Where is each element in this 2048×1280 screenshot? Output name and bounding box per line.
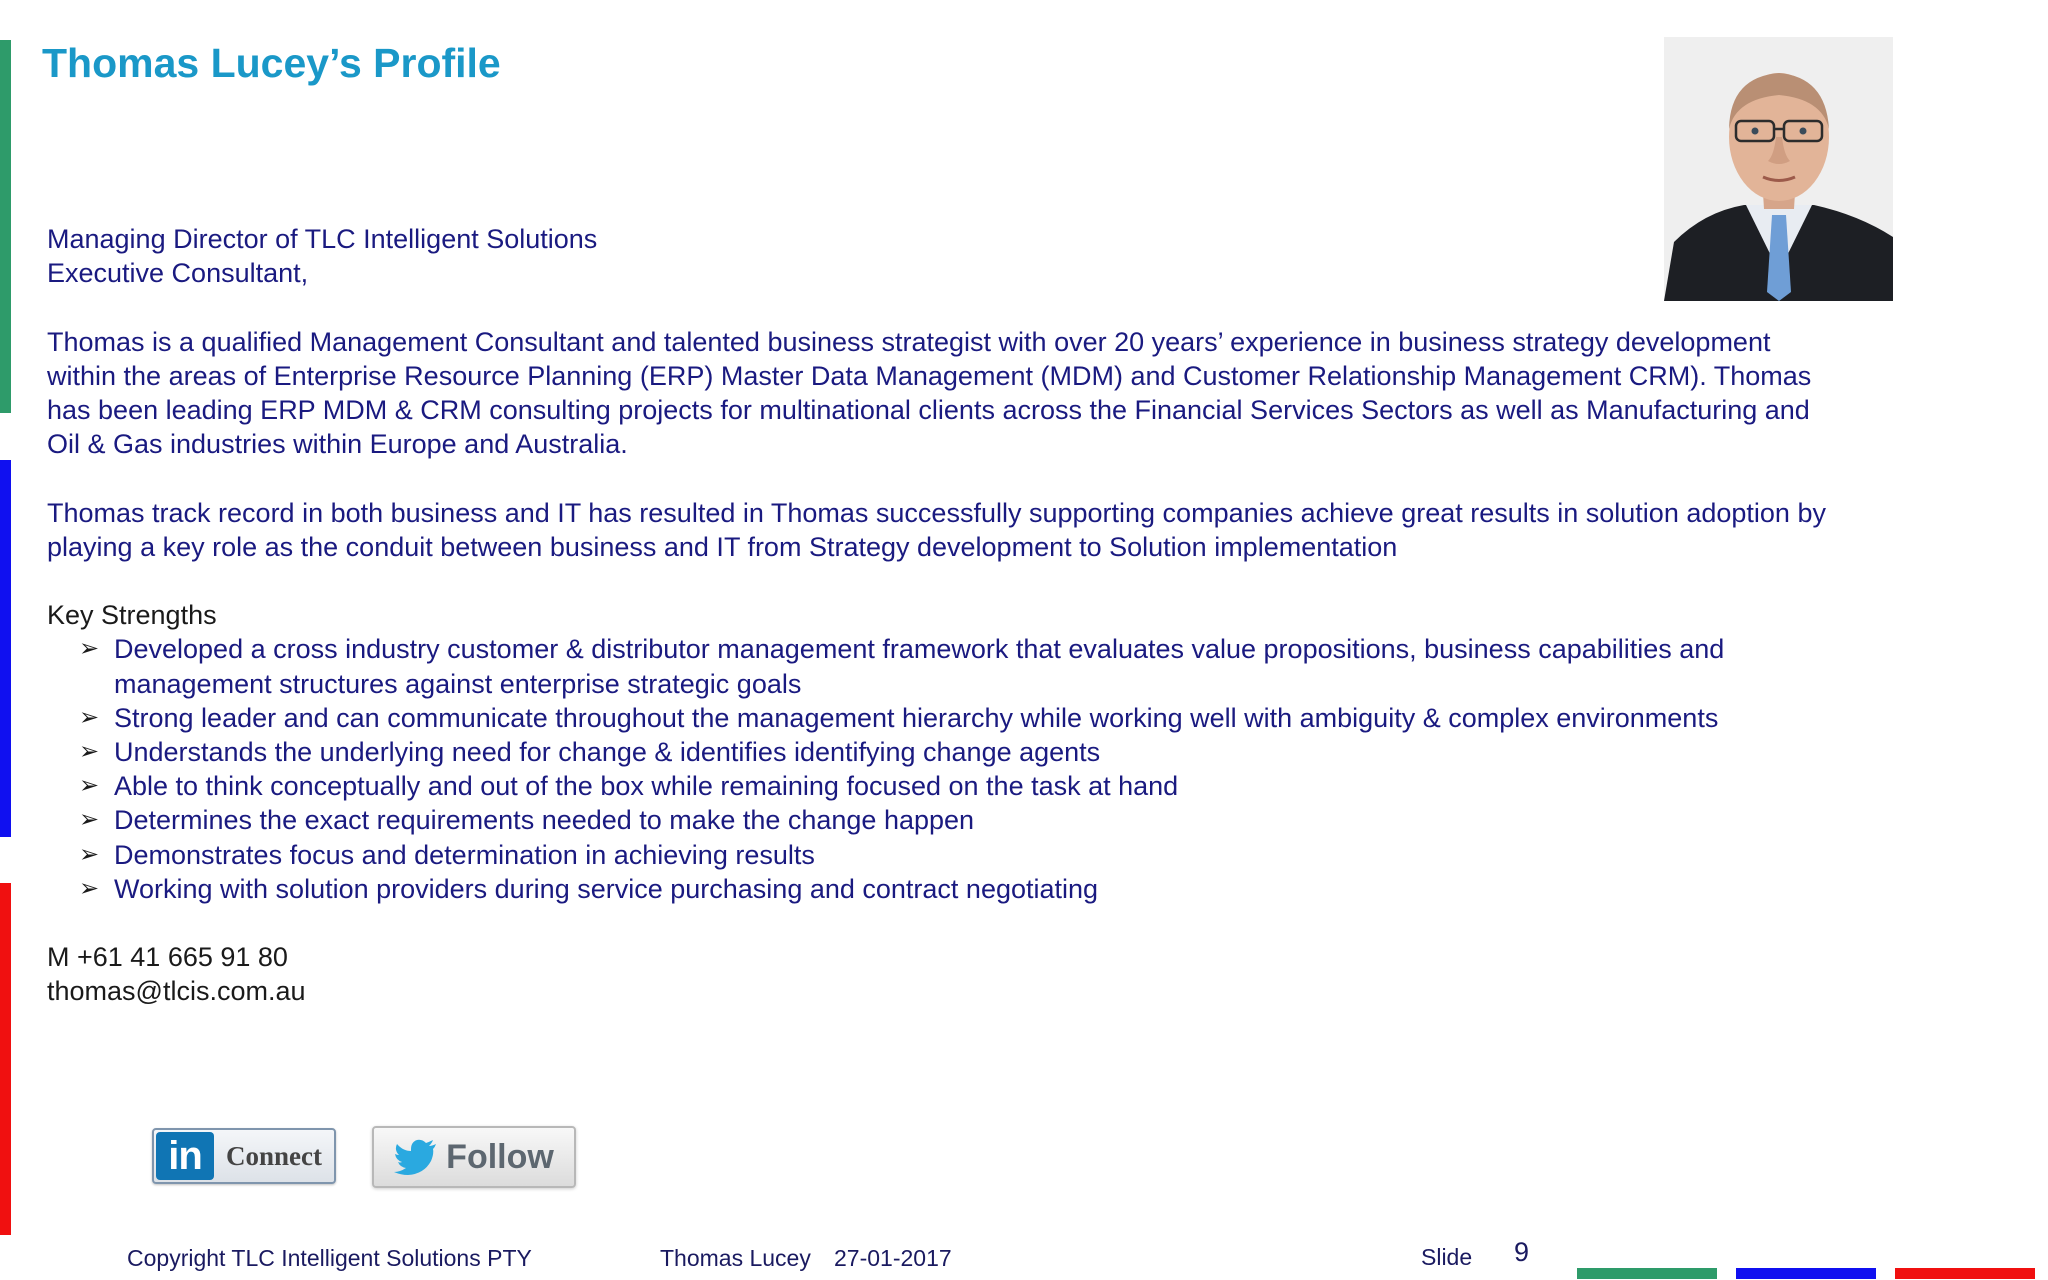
list-item-text: Demonstrates focus and determination in achieving results — [114, 839, 815, 870]
list-item-text: Working with solution providers during service purchasing and contract negotiating — [114, 873, 1099, 904]
arrow-bullet-icon: ➢ — [79, 703, 100, 731]
arrow-bullet-icon: ➢ — [79, 806, 100, 834]
linkedin-connect-label: Connect — [226, 1140, 322, 1171]
contact-mobile: M +61 41 665 91 80 — [47, 942, 288, 973]
arrow-bullet-icon: ➢ — [79, 874, 100, 902]
bio-paragraph: Thomas is a qualified Management Consultant and talented business strategist with over 20 years’ experience in business strategy development within the areas of Enterprise Resource Planning (ERP) Master Data Management (MDM) and Customer Relationship Management CRM). Thomas has been leading ERP MDM & CRM consulting projects for multinational clients across the Financial Services Sectors as well as Manufacturing and Oil & Gas industries within Europe and Australia. — [47, 326, 1812, 460]
role-line: Managing Director of TLC Intelligent Solutions — [47, 224, 598, 254]
list-item — [47, 735, 1827, 769]
footer-author: Thomas Lucey — [660, 1245, 811, 1271]
arrow-bullet-icon: ➢ — [79, 738, 100, 765]
footer-accent-bar-blue — [1736, 1268, 1876, 1279]
footer-slide-label: Slide — [1421, 1244, 1473, 1270]
footer-copyright: Copyright TLC Intelligent Solutions PTY — [127, 1245, 532, 1271]
bio-paragraph: Thomas track record in both business and IT has resulted in Thomas successfully supporting companies achieve great results in solution adoption by playing a key role as the conduit between business and IT from Strategy development to Solution implementation — [47, 497, 1826, 562]
profile-body — [47, 222, 1827, 1009]
list-item-text: Developed a cross industry customer & distributor management framework that evaluates value propositions, business capabilities and management structures against enterprise strategic goals — [114, 634, 1725, 699]
list-item — [47, 769, 1827, 803]
list-item-text: Strong leader and can communicate throughout the management hierarchy while working well with ambiguity & complex environments — [114, 702, 1719, 733]
footer-slide-number: 9 — [1514, 1237, 1530, 1267]
arrow-bullet-icon: ➢ — [79, 840, 100, 868]
arrow-bullet-icon: ➢ — [79, 635, 100, 663]
list-item-text: Able to think conceptually and out of the box while remaining focused on the task at hand — [114, 771, 1179, 802]
role-line: Executive Consultant, — [47, 258, 309, 289]
left-accent-bar-blue — [0, 460, 11, 837]
left-accent-bar-red — [0, 883, 11, 1235]
twitter-bird-icon — [394, 1139, 438, 1175]
twitter-follow-label: Follow — [446, 1137, 554, 1176]
footer-date: 27-01-2017 — [834, 1245, 952, 1271]
linkedin-icon: in — [156, 1132, 214, 1180]
contact-email[interactable]: thomas@tlcis.com.au — [47, 976, 306, 1007]
footer-accent-bar-green — [1577, 1268, 1717, 1279]
linkedin-connect-button[interactable] — [152, 1128, 336, 1184]
list-item — [47, 838, 1827, 872]
arrow-bullet-icon: ➢ — [79, 772, 100, 800]
key-strengths-heading: Key Strengths — [47, 600, 217, 631]
list-item — [47, 872, 1827, 906]
list-item-text: Determines the exact requirements needed to make the change happen — [114, 805, 975, 836]
page-title: Thomas Lucey’s Profile — [42, 40, 501, 86]
key-strengths-list — [47, 632, 1827, 906]
list-item — [47, 632, 1827, 700]
list-item-text: Understands the underlying need for change & identifies identifying change agents — [114, 737, 1101, 767]
list-item — [47, 701, 1827, 735]
list-item — [47, 803, 1827, 837]
left-accent-bar-green — [0, 40, 11, 413]
footer-accent-bar-red — [1895, 1268, 2035, 1279]
twitter-follow-button[interactable] — [372, 1126, 576, 1188]
